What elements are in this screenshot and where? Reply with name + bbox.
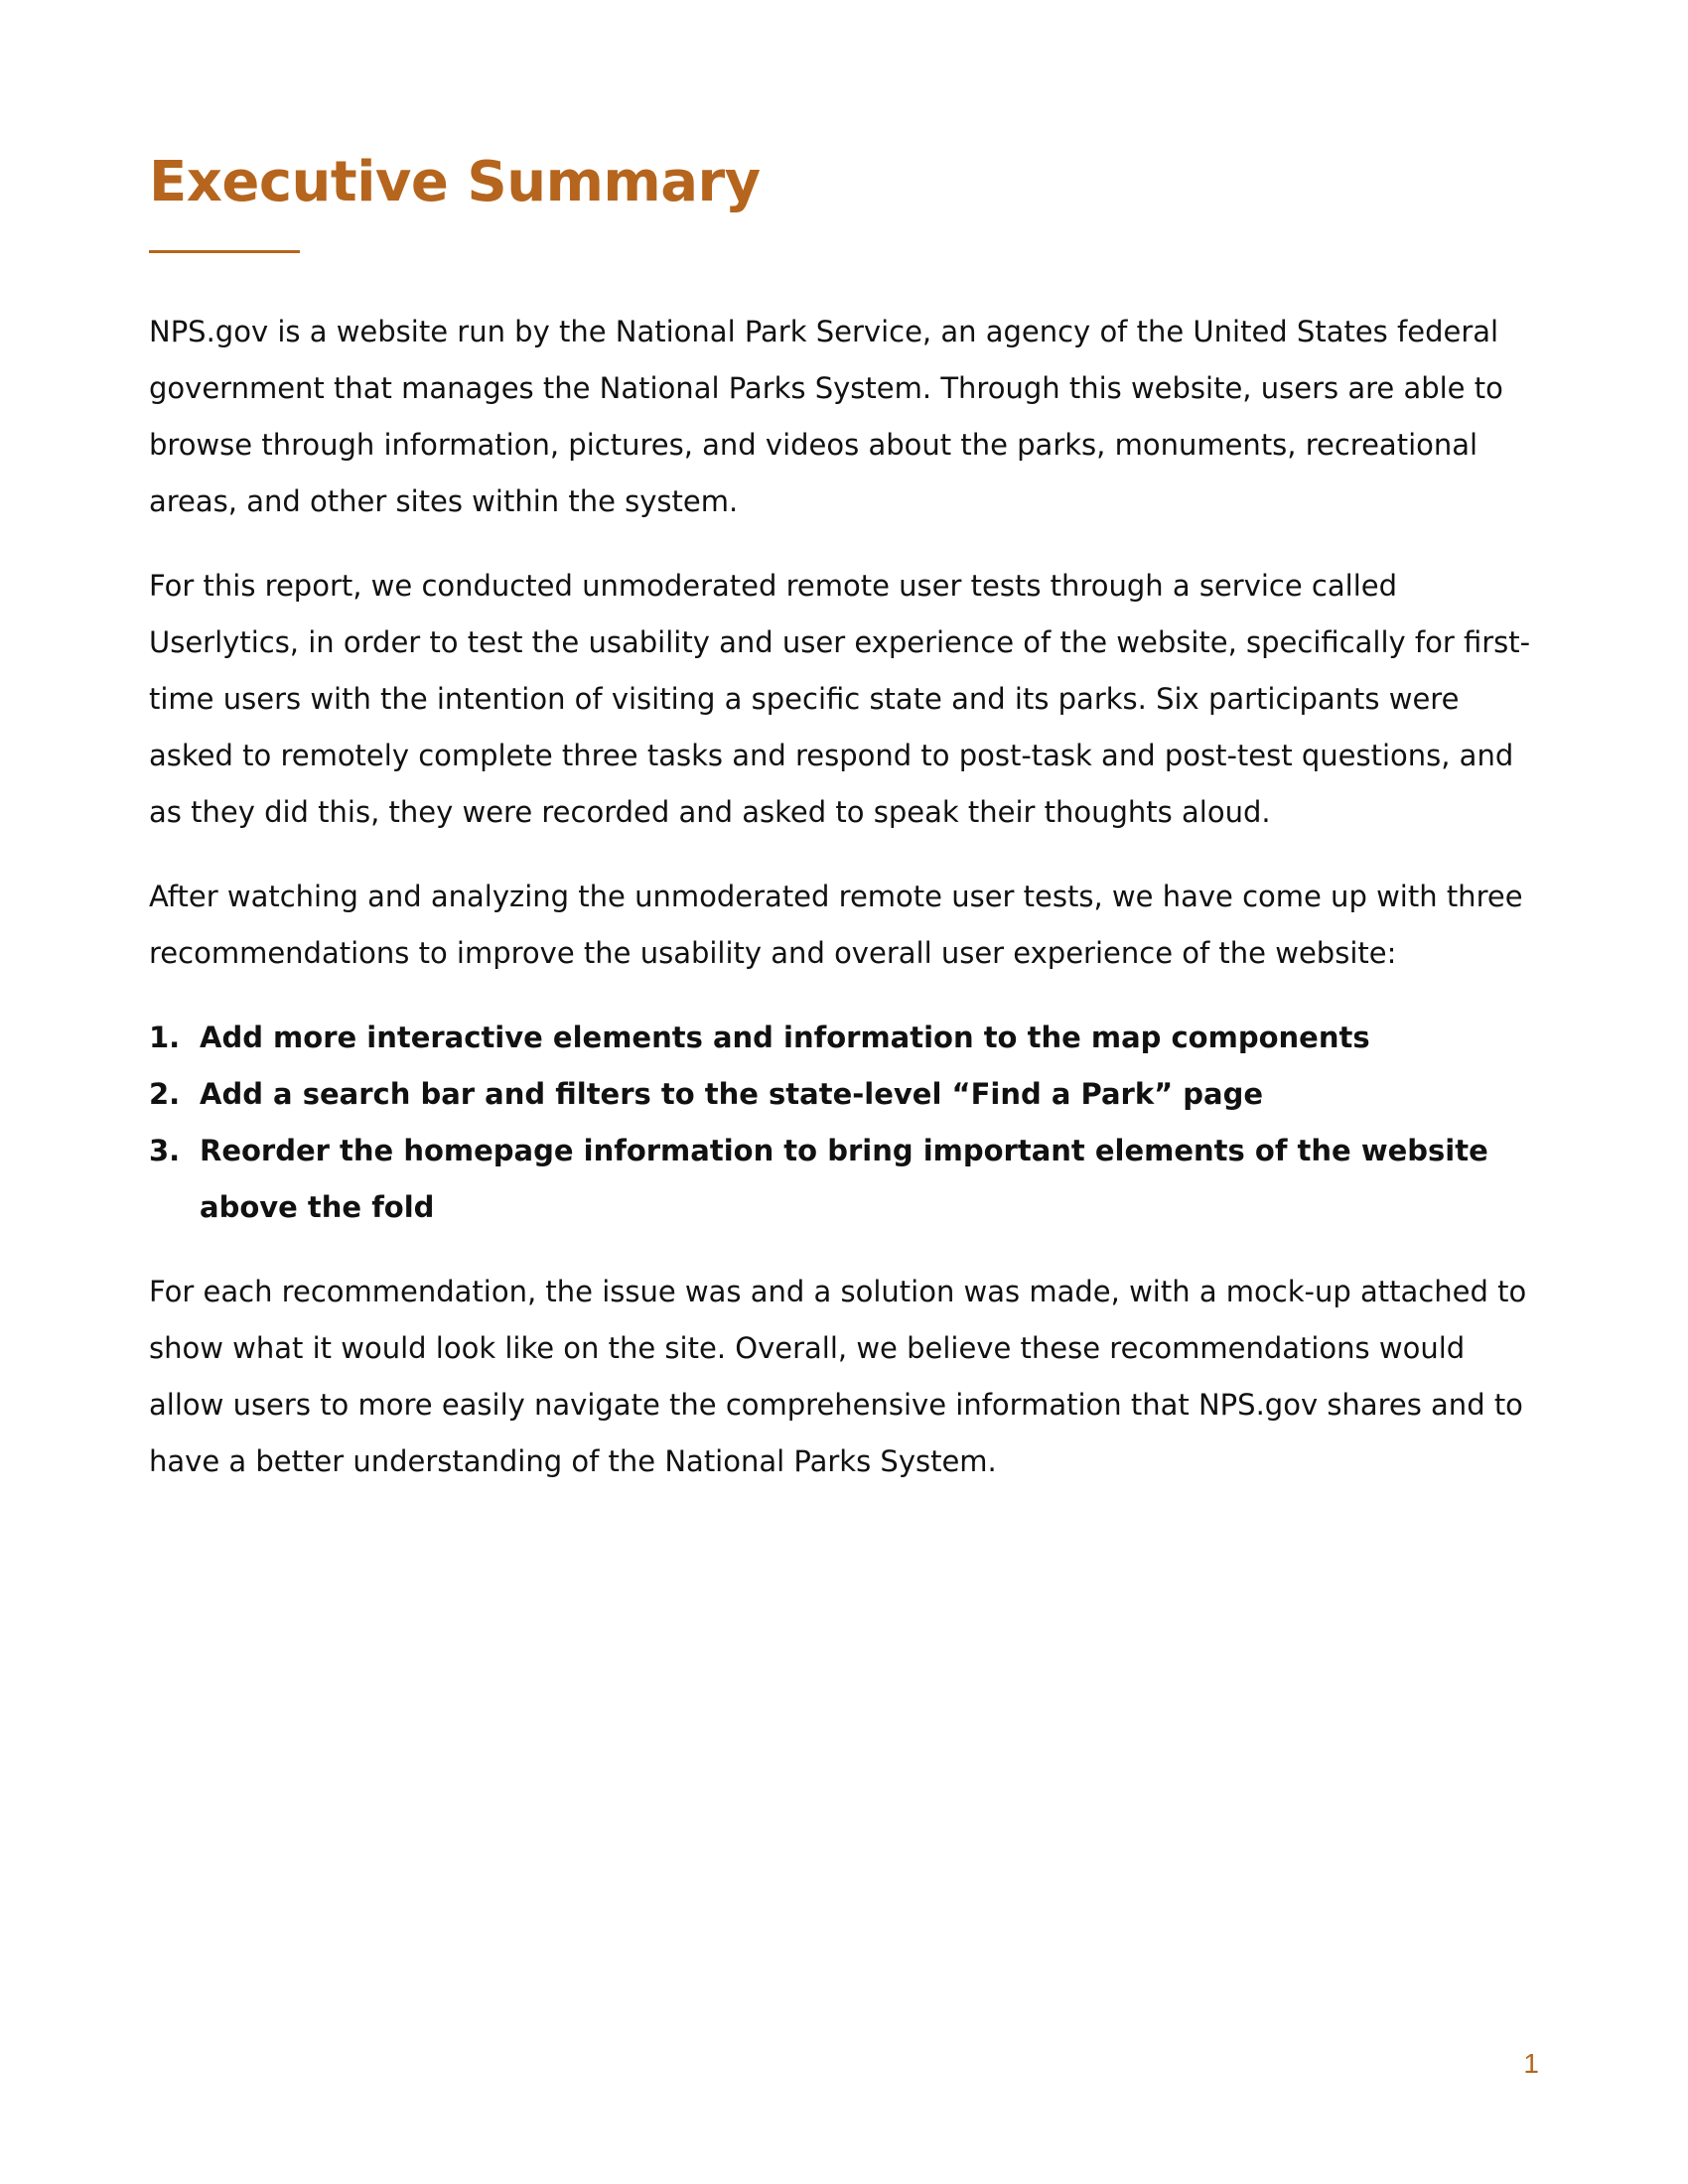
page-title: Executive Summary	[149, 150, 761, 214]
recommendation-item	[149, 1010, 1547, 1066]
title-underline	[149, 250, 300, 253]
recommendation-item	[149, 1066, 1547, 1123]
recommendation-text: Reorder the homepage information to bring important elements of the website above the fold	[200, 1134, 1488, 1224]
recommendations-list	[149, 1010, 1547, 1236]
recommendation-number: 1.	[149, 1021, 181, 1054]
closing-paragraph: For each recommendation, the issue was and a solution was made, with a mock-up attached to show what it would look like on the site. Overall, we believe these recommendations would allow users to more easily navigate the comprehensive information that NPS.gov shares and to have a better understanding of the National Parks System.	[149, 1275, 1527, 1478]
intro-paragraph: NPS.gov is a website run by the National Park Service, an agency of the United States federal government that manages the National Parks System. Through this website, users are able to browse through information, pictures, and videos about the parks, monuments, recreational areas, and other sites within the system.	[149, 315, 1503, 518]
recommendation-number: 2.	[149, 1077, 181, 1111]
recommendation-text: Add more interactive elements and information to the map components	[200, 1021, 1370, 1054]
recommendation-number: 3.	[149, 1134, 181, 1167]
method-paragraph: For this report, we conducted unmoderated remote user tests through a service called Userlytics, in order to test the usability and user experience of the website, specifically for first-time users with the intention of visiting a specific state and its parks. Six participants were asked to remotely complete three tasks and respond to post-task and post-test questions, and as they did this, they were recorded and asked to speak their thoughts aloud.	[149, 569, 1531, 829]
recommendation-text: Add a search bar and filters to the state-level “Find a Park” page	[200, 1077, 1264, 1111]
page-number: 1	[1523, 2048, 1539, 2079]
findings-paragraph: After watching and analyzing the unmoderated remote user tests, we have come up with three recommendations to improve the usability and overall user experience of the website:	[149, 880, 1523, 970]
recommendation-item	[149, 1123, 1547, 1236]
body-content	[149, 304, 1547, 1518]
